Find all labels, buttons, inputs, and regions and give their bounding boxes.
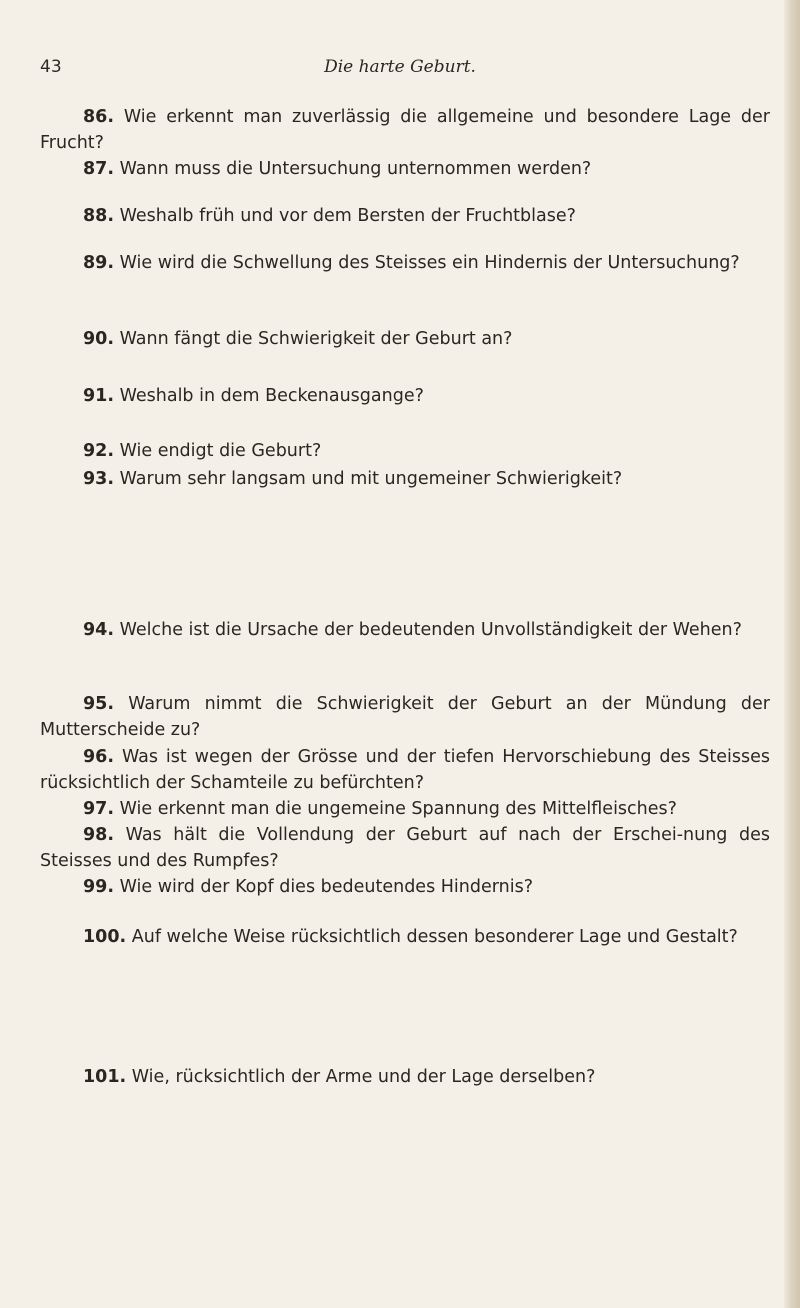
running-title: Die harte Geburt. [324, 57, 476, 77]
question-text: Warum nimmt die Schwierigkeit der Geburt an der Mündung der Mutterscheide zu? [40, 694, 770, 740]
question-text: Wie, rücksichtlich der Arme und der Lage derselben? [131, 1067, 596, 1087]
question-number: 100. [83, 927, 127, 947]
question-text: Wie wird der Kopf dies bedeutendes Hindernis? [119, 877, 533, 897]
question-95 [40, 691, 770, 743]
question-86 [40, 104, 770, 156]
question-number: 92. [83, 441, 115, 461]
question-96 [40, 744, 770, 796]
question-text: Wie erkennt man zuverlässig die allgemeine und besondere Lage der Frucht? [40, 107, 770, 153]
question-89 [40, 250, 770, 276]
question-text: Warum sehr langsam und mit ungemeiner Schwierigkeit? [119, 469, 623, 489]
question-101 [40, 1064, 770, 1090]
question-text: Welche ist die Ursache der bedeutenden Unvollständigkeit der Wehen? [119, 620, 742, 640]
question-text: Wie erkennt man die ungemeine Spannung des Mittelfleisches? [119, 799, 677, 819]
question-text: Wann fängt die Schwierigkeit der Geburt an? [119, 329, 513, 349]
question-text: Wie endigt die Geburt? [119, 441, 322, 461]
question-number: 99. [83, 877, 115, 897]
question-97 [40, 796, 770, 822]
question-number: 89. [83, 253, 115, 273]
question-93 [40, 466, 770, 492]
question-100 [40, 924, 770, 950]
question-99 [40, 874, 770, 900]
question-number: 88. [83, 206, 115, 226]
page-header [40, 57, 760, 83]
question-text: Was hält die Vollendung der Geburt auf nach der Erschei-nung des Steisses und des Rumpfes? [40, 825, 770, 871]
question-number: 86. [83, 107, 115, 127]
question-text: Wann muss die Untersuchung unternommen werden? [119, 159, 592, 179]
question-number: 97. [83, 799, 115, 819]
question-98 [40, 822, 770, 874]
question-91 [40, 383, 770, 409]
question-number: 91. [83, 386, 115, 406]
question-text: Was ist wegen der Grösse und der tiefen Hervorschiebung des Steisses rücksichtlich der Schamteile zu befürchten? [40, 747, 770, 793]
question-92 [40, 438, 770, 464]
page-number: 43 [40, 57, 62, 77]
question-number: 98. [83, 825, 115, 845]
question-text: Auf welche Weise rücksichtlich dessen besonderer Lage und Gestalt? [131, 927, 738, 947]
question-number: 95. [83, 694, 115, 714]
question-number: 87. [83, 159, 115, 179]
question-number: 93. [83, 469, 115, 489]
question-90 [40, 326, 770, 352]
question-number: 96. [83, 747, 115, 767]
page-edge-shadow [784, 0, 800, 1308]
question-text: Weshalb früh und vor dem Bersten der Fruchtblase? [119, 206, 576, 226]
question-94 [40, 617, 770, 643]
question-number: 94. [83, 620, 115, 640]
question-88 [40, 203, 770, 229]
question-87 [40, 156, 770, 182]
question-number: 101. [83, 1067, 127, 1087]
question-number: 90. [83, 329, 115, 349]
question-text: Wie wird die Schwellung des Steisses ein Hindernis der Untersuchung? [119, 253, 740, 273]
question-text: Weshalb in dem Beckenausgange? [119, 386, 424, 406]
